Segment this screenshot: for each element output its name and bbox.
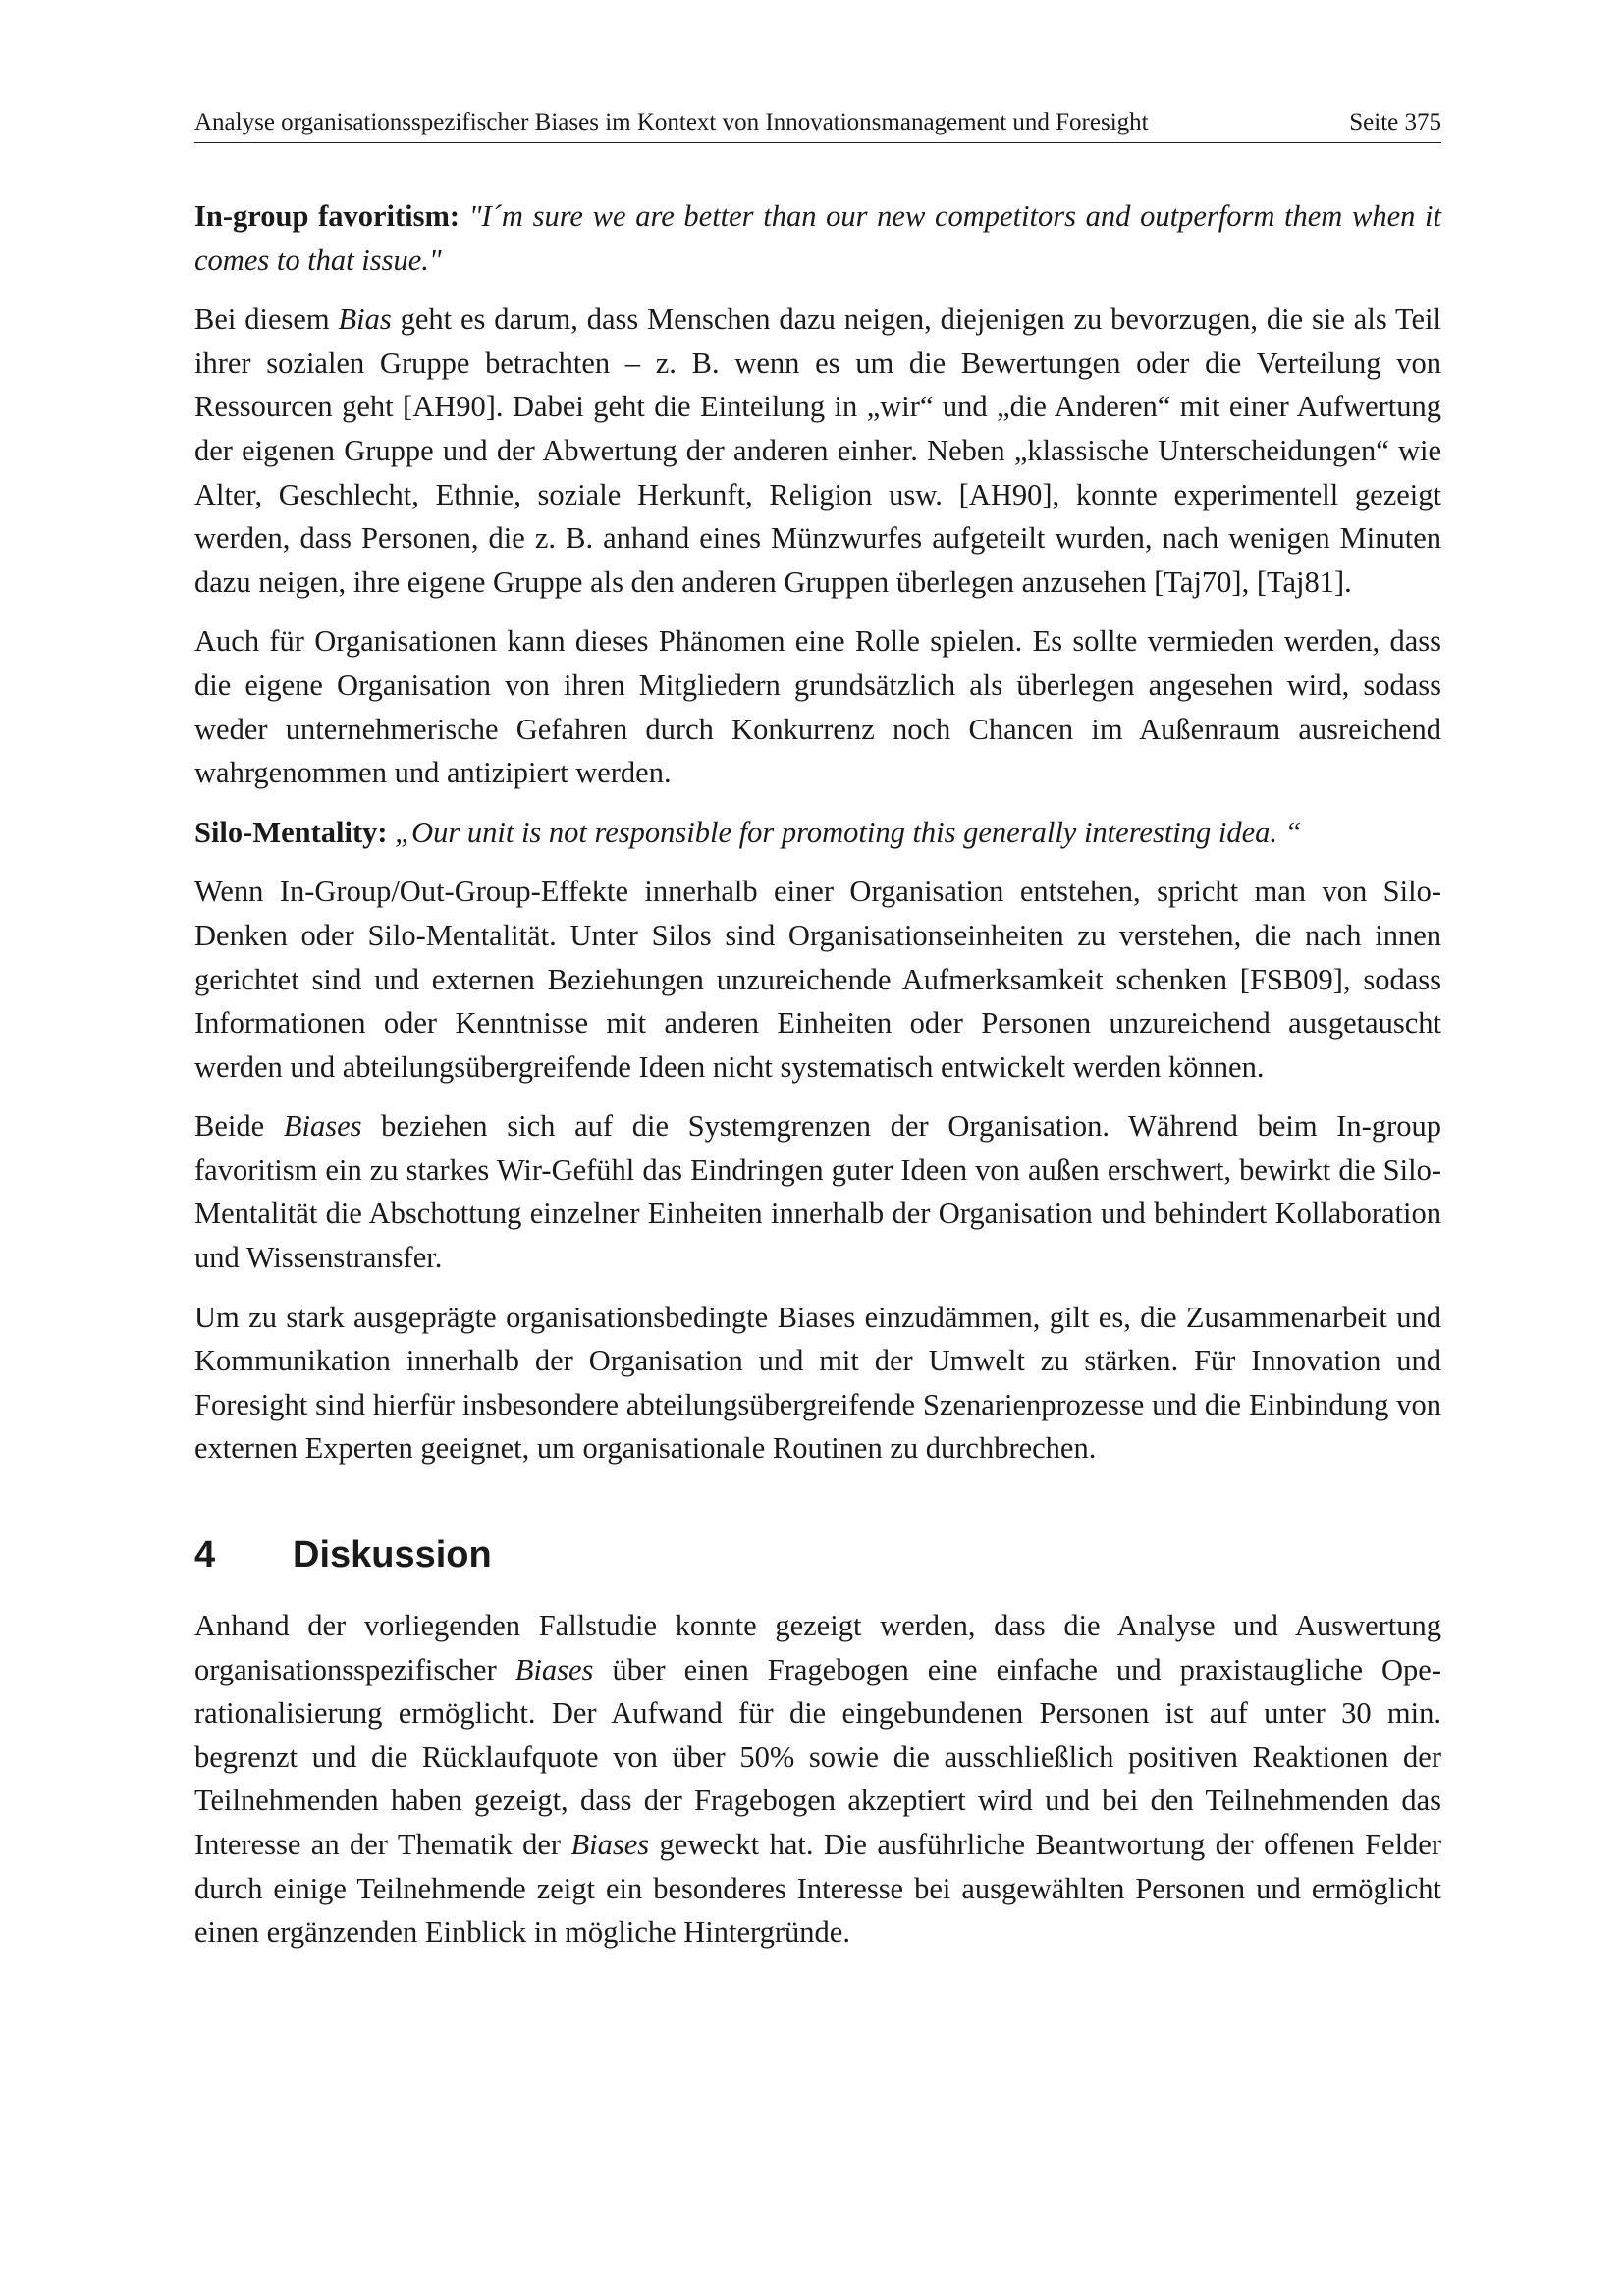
p6-emphasis-2: Biases <box>570 1828 650 1861</box>
p1-part-b: geht es darum, dass Menschen dazu neigen, diejenigen zu bevorzugen, die sie als Teil ihrer sozialen Gruppe betrachten – z. B. wenn es um die Bewertungen oder die Verteilung von Ressourcen geht [AH90]. Dabei geht die Einteilung in „wir“ und „die Anderen“ mit einer Aufwertung der eigenen Gruppe und der Abwertung der anderen einher. Neben „klassische Unterscheidungen“ wie Alter, Geschlecht, Ethnie, soziale Herkunft, Religion usw. [AH90], konnte experimentell gezeigt werden, dass Personen, die z. B. anhand eines Münzwurfes aufgeteilt wurden, nach wenigen Minuten dazu neigen, ihre eigene Gruppe als den anderen Gruppen überlegen anzusehen [Taj70], [Taj81]. <box>194 302 1441 599</box>
p4-part-b: beziehen sich auf die Systemgrenzen der Organisation. Während beim In-group favoritism ein zu starkes Wir-Gefühl das Eindringen guter Ideen von außen erschwert, bewirkt die Silo-Mentalität die Abschottung einzelner Einheiten innerhalb der Organisation und behindert Kollaboration und Wissenstransfer. <box>194 1109 1441 1275</box>
paragraph-3: Wenn In-Group/Out-Group-Effekte innerhalb einer Organisation entstehen, spricht man von Silo-Denken oder Silo-Mentalität. Unter Silos sind Organisationseinheiten zu verstehen, die nach innen gerichtet sind und externen Beziehungen unzureichende Aufmerksamkeit schenken [FSB09], sodass Informationen oder Kenntnisse mit anderen Einheiten oder Personen unzureichend ausgetauscht werden und abteilungsübergreifende Ideen nicht systematisch entwickelt werden können. <box>194 875 1441 1084</box>
section-title: Diskussion <box>293 1534 492 1576</box>
paragraph-silo-heading <box>194 811 1441 855</box>
ingroup-quote: "I´m sure we are better than our new competitors and outperform them when it comes to that issue." <box>194 199 1441 277</box>
p1-part-a: Bei diesem <box>194 302 339 337</box>
body-text <box>194 194 1441 1970</box>
p6-part-a: Anhand der vorliegenden Fallstudie konnte gezeigt werden, dass die Analyse und Auswertung organisationsspezifischer <box>194 1609 1441 1686</box>
section-heading <box>194 1533 1441 1576</box>
silo-label: Silo-Mentality: <box>194 815 388 849</box>
paragraph-1 <box>194 297 1441 604</box>
p6-part-c: geweckt hat. Die ausführliche Beantwortung der offenen Felder durch einige Teilnehmende zeigt ein besonderes Interesse bei ausgewählten Personen und ermöglicht einen ergänzenden Einblick in mögliche Hintergründe. <box>194 1828 1441 1949</box>
p6-emphasis-1: Biases <box>514 1652 594 1686</box>
p4-part-a: Beide <box>194 1109 284 1144</box>
paragraph-4 <box>194 1104 1441 1279</box>
paragraph-6 <box>194 1604 1441 1954</box>
running-header <box>194 109 1441 143</box>
paragraph-ingroup-heading <box>194 194 1441 282</box>
running-title: Analyse organisationsspezifischer Biases im Kontext von Innovationsmanagement und Foresight <box>194 109 1149 135</box>
paragraph-2: Auch für Organisationen kann dieses Phänomen eine Rolle spielen. Es sollte vermieden werden, dass die eigene Organisation von ihren Mitgliedern grundsätzlich als überlegen angesehen wird, sodass weder unternehmerische Gefahren durch Konkurrenz noch Chancen im Außenraum ausreichend wahrgenommen und antizipiert werden. <box>194 624 1441 790</box>
section-number: 4 <box>194 1534 216 1576</box>
p1-emphasis: Bias <box>338 302 392 337</box>
paragraph-5: Um zu stark ausgeprägte organisationsbedingte Biases einzudämmen, gilt es, die Zusammenarbeit und Kommunikation innerhalb der Organisation und mit der Umwelt zu stärken. Für Innovation und Foresight sind hierfür insbesondere abteilungsübergreifende Szenarienprozesse und die Einbindung von externen Experten geeignet, um organisationale Routinen zu durchbrechen. <box>194 1300 1441 1466</box>
silo-quote: „Our unit is not responsible for promoting this generally interesting idea. “ <box>395 815 1302 849</box>
page-number: Seite 375 <box>1349 109 1441 135</box>
p6-part-b: über einen Fragebogen eine einfache und praxistaugliche Operationalisierung ermöglicht. Der Aufwand für die eingebundenen Personen ist auf unter 30 min. begrenzt und die Rücklaufquote von über 50% sowie die ausschließlich positiven Reaktionen der Teilnehmenden haben gezeigt, dass der Fragebogen akzeptiert wird und bei den Teilnehmenden das Interesse an der Thematik der <box>194 1652 1442 1861</box>
ingroup-label: In-group favoritism: <box>194 199 460 233</box>
p4-emphasis: Biases <box>283 1109 362 1144</box>
